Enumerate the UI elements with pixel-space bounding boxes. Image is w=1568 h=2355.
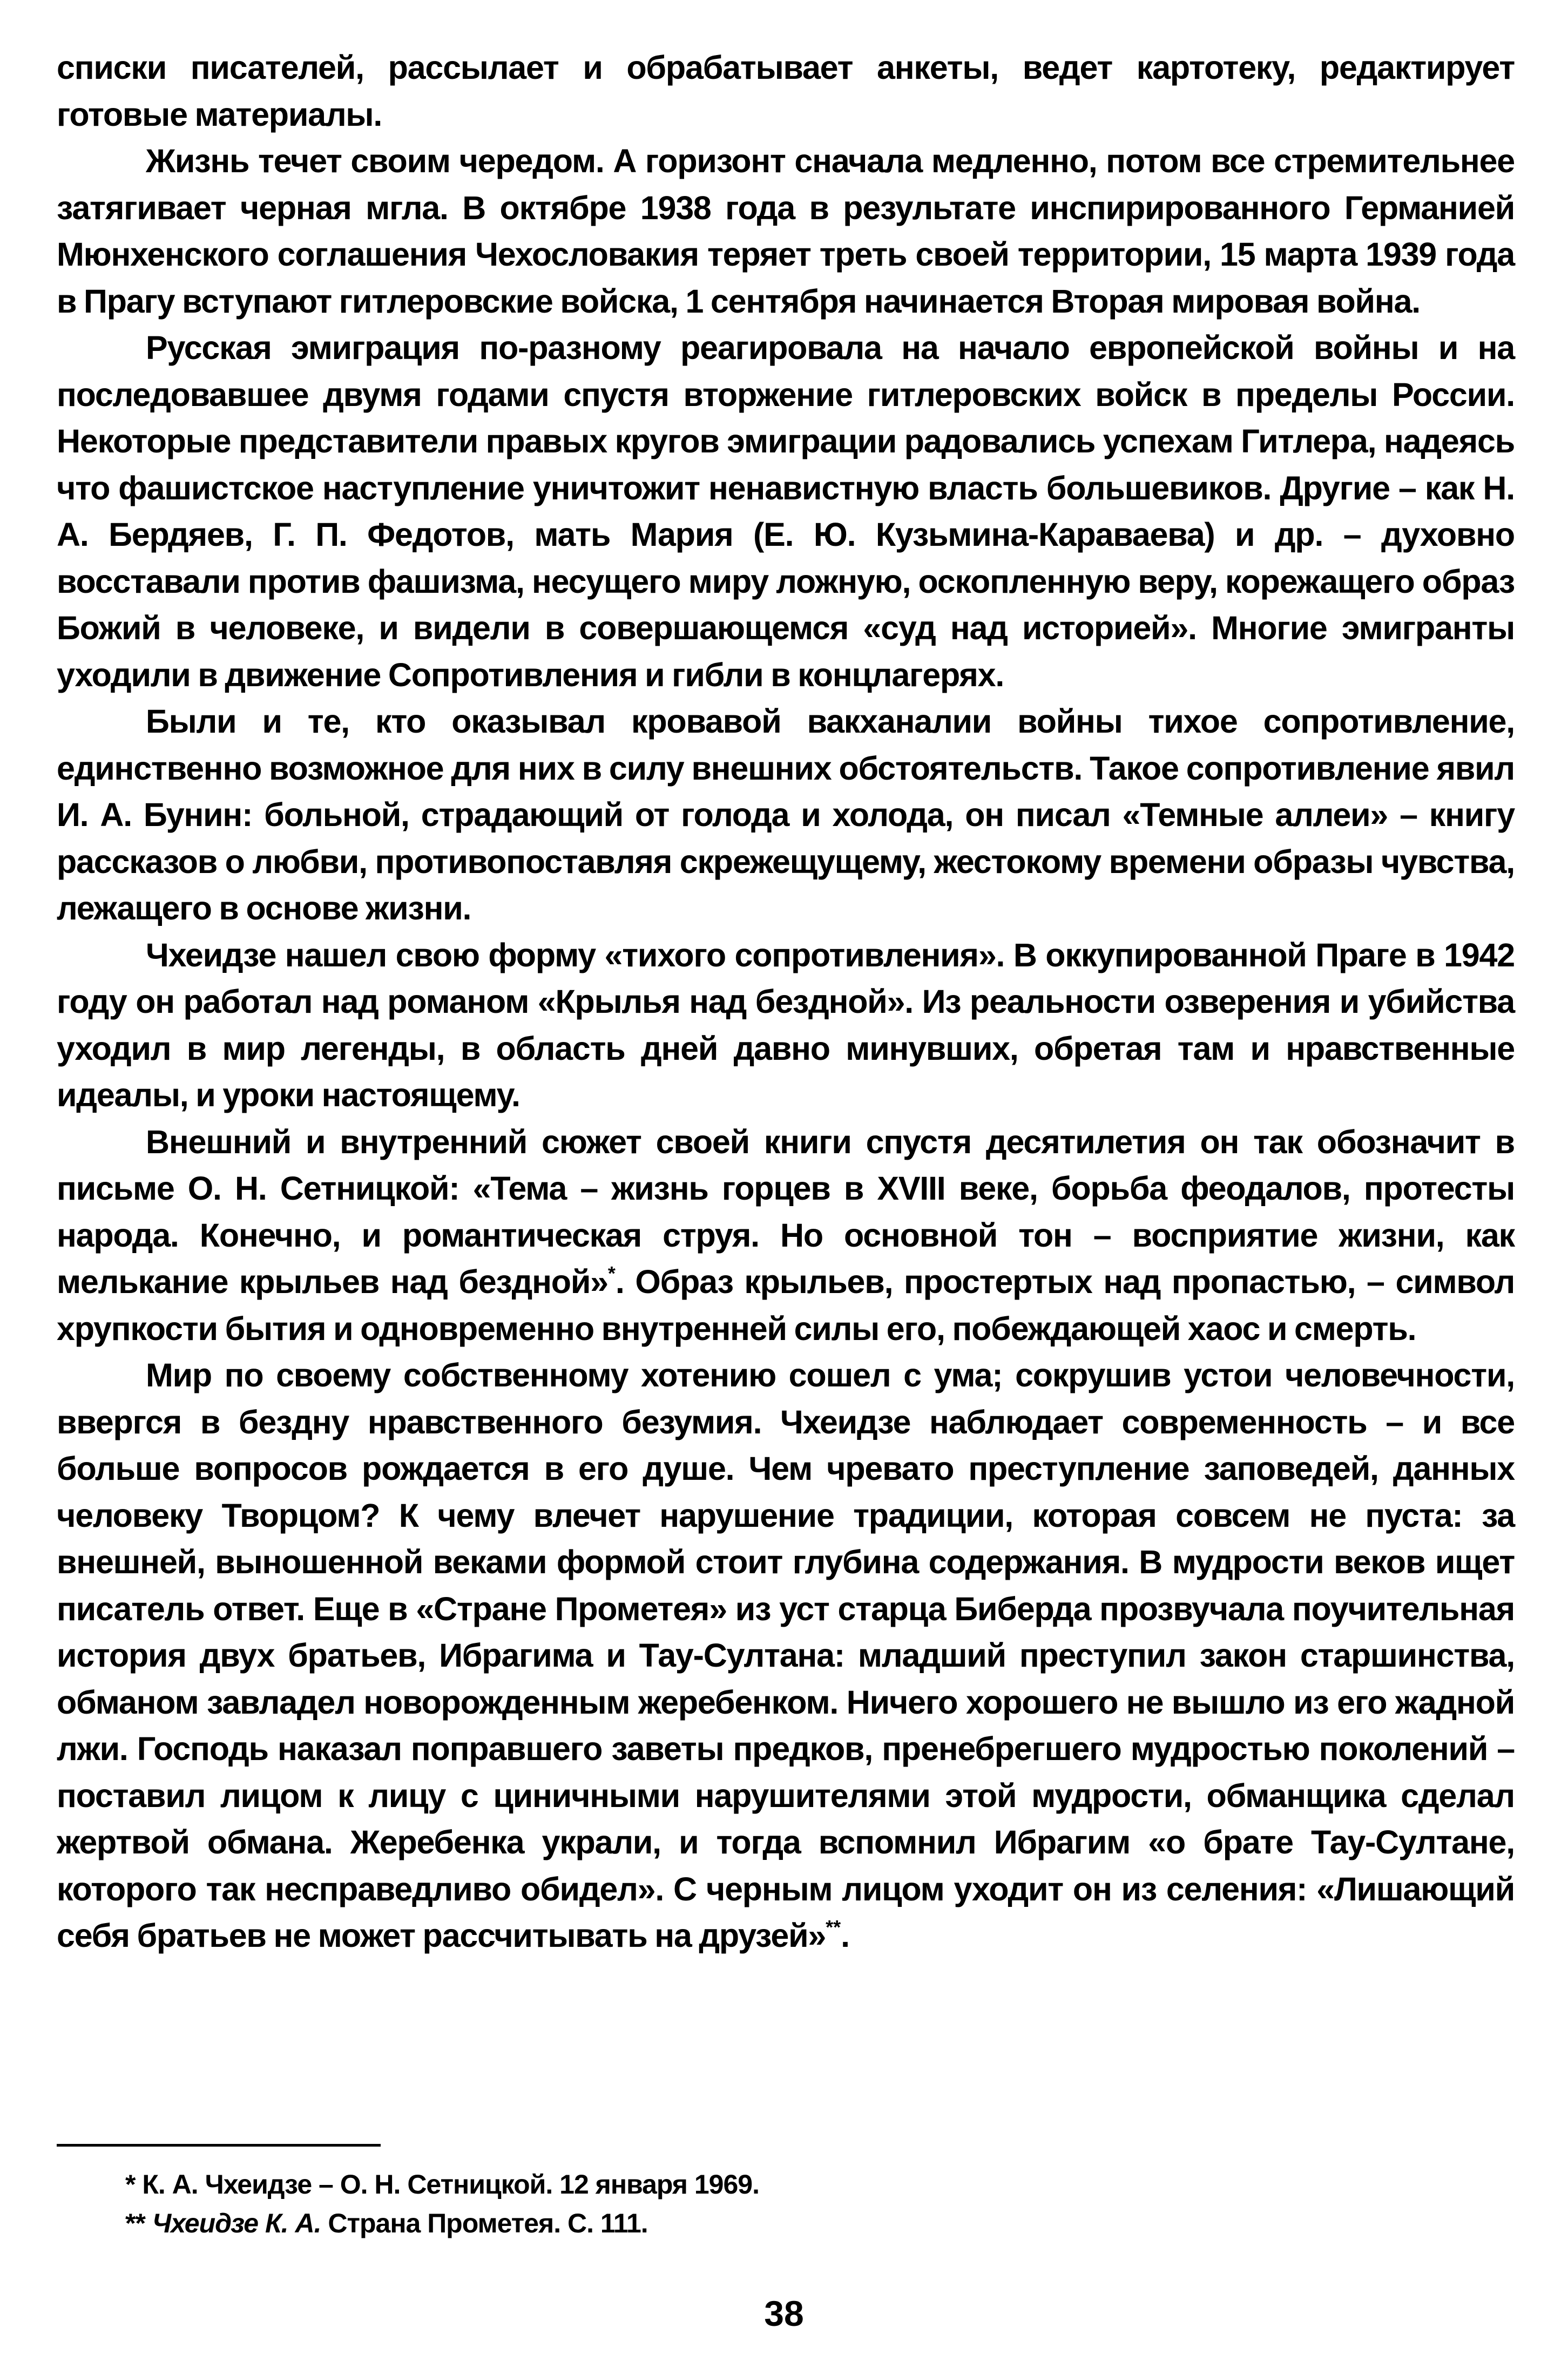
footnote-2-text: Страна Прометея. С. 111. — [328, 2208, 648, 2238]
page-number: 38 — [764, 2293, 804, 2333]
footnote-divider — [57, 2144, 381, 2147]
paragraph-4-text: Были и те, кто оказывал кровавой вакханалии войны тихое сопротивление, единственно возможное для них в силу внешних обстоятельств. Такое сопротивление явил И. А. Бунин: больной, страдающий от голода и холода, он писал «Темные аллеи» – книгу рассказов о любви, противопоставляя скрежещущему, жестокому времени образы чувства, лежащего в основе жизни. — [57, 703, 1515, 926]
paragraph-1-text: списки писателей, рассылает и обрабатывает анкеты, ведет картотеку, редактирует готовые материалы. — [57, 49, 1515, 133]
footnotes — [125, 2165, 1421, 2243]
paragraph-6-tail: . Образ крыльев, простертых над пропастью, – символ хрупкости бытия и одновременно внутренней силы его, побеждающей хаос и смерть. — [57, 1263, 1515, 1347]
footnote-2-mark: ** — [125, 2208, 145, 2238]
paragraph-4 — [57, 698, 1515, 932]
body-text — [57, 44, 1515, 1959]
paragraph-6-text: Внешний и внутренний сюжет своей книги спустя десятилетия он так обозначит в письме О. Н. Сетницкой: «Тема – жизнь горцев в XVIII веке, борьба феодалов, протесты народа. Конечно, и романтическая струя. Но основной тон – восприятие жизни, как мелькание крыльев над бездной» — [57, 1123, 1515, 1300]
paragraph-1 — [57, 44, 1515, 138]
paragraph-7 — [57, 1352, 1515, 1959]
footnote-1 — [125, 2165, 1421, 2204]
paragraph-2 — [57, 138, 1515, 324]
footnote-reference-1[interactable]: * — [607, 1262, 616, 1284]
paragraph-7-tail: . — [841, 1917, 849, 1954]
paragraph-3 — [57, 324, 1515, 698]
paragraph-5-text: Чхеидзе нашел свою форму «тихого сопротивления». В оккупированной Праге в 1942 году он работал над романом «Крылья над бездной». Из реальности озверения и убийства уходил в мир легенды, в область дней давно минувших, обретая там и нравственные идеалы, и уроки настоящему. — [57, 936, 1515, 1113]
paragraph-5 — [57, 932, 1515, 1119]
footnote-1-mark: * — [125, 2169, 136, 2200]
paragraph-2-text: Жизнь течет своим чередом. А горизонт сначала медленно, потом все стремительнее затягивает черная мгла. В октябре 1938 года в результате инспирированного Германией Мюнхенского соглашения Чехословакия теряет треть своей территории, 15 марта 1939 года в Прагу вступают гитлеровские войска, 1 сентября начинается Вторая мировая война. — [57, 143, 1515, 320]
footnote-2-author: Чхеидзе К. А. — [152, 2208, 321, 2238]
paragraph-3-text: Русская эмиграция по-разному реагировала на начало европейской войны и на последовавшее двумя годами спустя вторжение гитлеровских войск в пределы России. Некоторые представители правых кругов эмиграции радовались успехам Гитлера, надеясь что фашистское наступление уничтожит ненавистную власть большевиков. Другие – как Н. А. Бердяев, Г. П. Федотов, мать Мария (Е. Ю. Кузьмина-Караваева) и др. – духовно восставали против фашизма, несущего миру ложную, оскопленную веру, корежащего образ Божий в человеке, и видели в совершающемся «суд над историей». Многие эмигранты уходили в движение Сопротивления и гибли в концлагерях. — [57, 329, 1515, 693]
footnote-reference-2[interactable]: ** — [826, 1916, 841, 1938]
footnote-1-text: К. А. Чхеидзе – О. Н. Сетницкой. 12 января 1969. — [142, 2169, 759, 2200]
paragraph-6 — [57, 1119, 1515, 1352]
footnote-2 — [125, 2204, 1421, 2243]
paragraph-7-text: Мир по своему собственному хотению сошел с ума; сокрушив устои человечности, ввергся в бездну нравственного безумия. Чхеидзе наблюдает современность – и все больше вопросов рождается в его душе. Чем чревато преступление заповедей, данных человеку Творцом? К чему влечет нарушение традиции, которая совсем не пуста: за внешней, выношенной веками формой стоит глубина содержания. В мудрости веков ищет писатель ответ. Еще в «Стране Прометея» из уст старца Биберда прозвучала поучительная история двух братьев, Ибрагима и Тау-Султана: младший преступил закон старшинства, обманом завладел новорожденным жеребенком. Ничего хорошего не вышло из его жадной лжи. Господь наказал поправшего заветы предков, пренебрегшего мудростью поколений – поставил лицом к лицу с циничными нарушителями этой мудрости, обманщика сделал жертвой обмана. Жеребенка украли, и тогда вспомнил Ибрагим «о брате Тау-Султане, которого так несправедливо обидел». С черным лицом уходит он из селения: «Лишающий себя братьев не может рассчитывать на друзей» — [57, 1357, 1515, 1954]
